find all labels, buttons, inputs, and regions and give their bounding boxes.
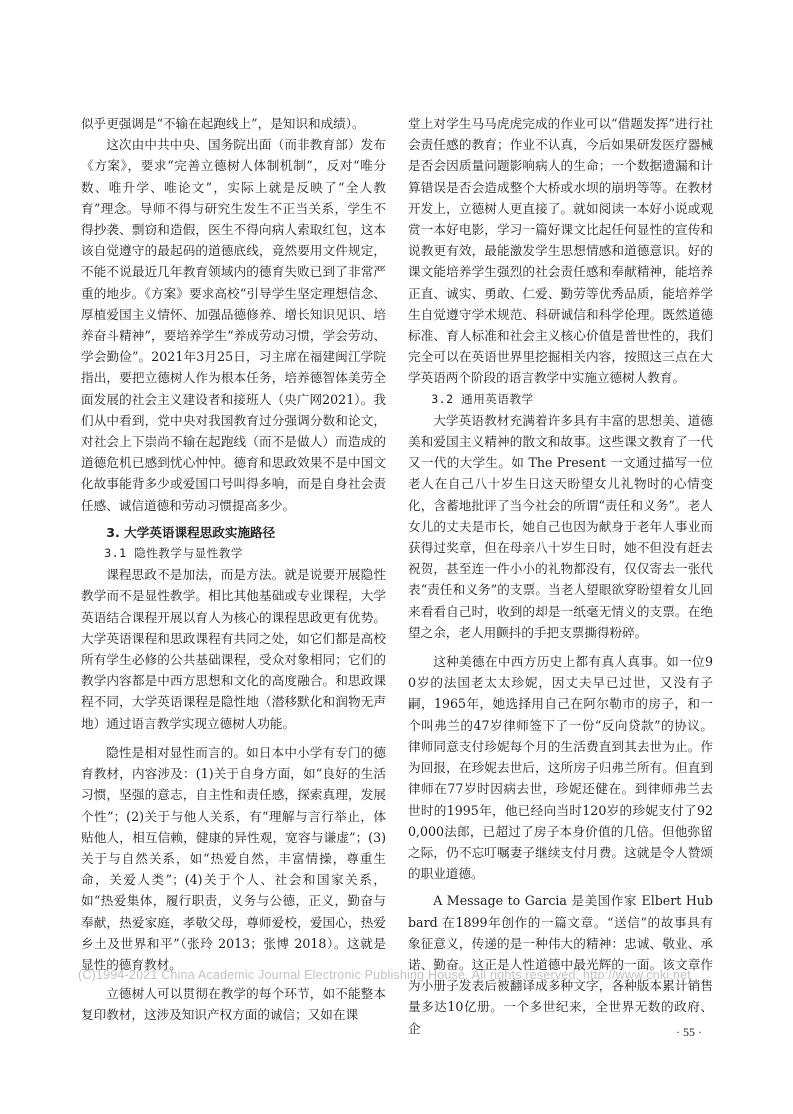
left-paragraph-1: 似乎更强调是“不输在起跑线上”，是知识和成绩）。 [81, 116, 365, 131]
page-number: · 55 · [676, 1025, 702, 1039]
right-paragraph-4: A Message to Garcia 是美国作家 Elbert Hubbard 在1899年创作的一篇文章。“送信”的故事具有象征意义，传递的是一种伟大的精神：忠诚、敬业、承诺、勤奋。这正是人性道德中最光辉的一面。该文章作为小册子发表后被翻译成多种文字，各种版本累计销售量多达10亿册。一个多世纪来，全世界无数的政府、企 [408, 893, 713, 1036]
section-3-2-heading: 3.2 通用英语教学 [431, 391, 534, 406]
spacer [81, 734, 386, 742]
copyright-watermark: (C)1994-2021 China Academic Journal Electronic Publishing House. All rights reserved. http://www.cnki.net [78, 968, 691, 982]
right-column [408, 113, 713, 1039]
left-paragraph-4: 隐性是相对显性而言的。如日本中小学有专门的德育教材，内容涉及：(1)关于自身方面，如“良好的生活习惯，坚强的意志，自主性和责任感，探索真理，发展个性”；(2)关于与他人关系，有“理解与言行举止，体贴他人，相互信赖，健康的异性观，宽容与谦虚”；(3)关于与自然关系，如“热爱自然，丰富情操，尊重生命，关爱人类”；(4)关于个人、社会和国家关系，如“热爱集体，履行职责，义务与公德，正义，勤奋与奉献，热爱家庭，孝敬父母，尊师爱校，爱国心，热爱乡土及世界和平”（张玲 2013；张博 2018）。这就是显性的德育教材。 [81, 744, 386, 972]
right-paragraph-1: 堂上对学生马马虎虎完成的作业可以“借题发挥”进行社会责任感的教育；作业不认真，今后如果研发医疗器械是否会因质量问题影响病人的生命；一个数据遗漏和计算错误是否会造成整个大桥或水坝的崩坍等等。在教材开发上，立德树人更直接了。就如阅读一本好小说或观赏一本好电影，学习一篇好课文比起任何显性的宣传和说教更有效，最能激发学生思想情感和道德意识。好的课文能培养学生强烈的社会责任感和奉献精神，能培养正直、诚实、勇敢、仁爱、勤劳等优秀品质，能培养学生自觉遵守学术规范、科研诚信和科学伦理。既然道德标准、育人标准和社会主义核心价值是普世性的，我们完全可以在英语世界里挖掘相关内容，按照这三点在大学英语两个阶段的语言教学中实施立德树人教育。 [408, 116, 713, 386]
left-paragraph-5: 立德树人可以贯彻在教学的每个环节，如不能整本复印教材，这涉及知识产权方面的诚信；又如在课 [81, 986, 386, 1023]
section-3-heading: 3. 大学英语课程思政实施路径 [106, 524, 276, 540]
right-paragraph-3: 这种美德在中西方历史上都有真人真事。如一位90岁的法国老太太珍妮，因丈夫早已过世，又没有子嗣，1965年，她选择用自己在阿尔勒市的房子，和一个叫弗兰的47岁律师签下了一份“反向贷款”的协议。律师同意支付珍妮每个月的生活费直到其去世为止。作为回报，在珍妮去世后，这所房子归弗兰所有。但直到律师在77岁时因病去世，珍妮还健在。到律师弗兰去世时的1995年，他已经向当时120岁的珍妮支付了920,000法郎，已超过了房子本身价值的几倍。但他弥留之际，仍不忘叮嘱妻子继续支付月费。这就是令人赞颂的职业道德。 [408, 654, 713, 882]
spacer [408, 643, 713, 651]
right-paragraph-2: 大学英语教材充满着许多具有丰富的思想美、道德美和爱国主义精神的散文和故事。这些课文教育了一代又一代的大学生。如 The Present 一文通过描写一位老人在自己八十岁生日这天盼望女儿礼物时的心情变化，含蓄地批评了当今社会的所谓“责任和义务”。老人女儿的丈夫是市长，她自己也因为献身于老年人事业而获得过奖章，但在母亲八十岁生日时，她不但没有赶去祝贺，甚至连一件小小的礼物都没有，仅仅寄去一张代表“责任和义务”的支票。当老人望眼欲穿盼望着女儿回来看看自己时，收到的却是一纸毫无情义的支票。在绝望之余，老人用颤抖的手把支票撕得粉碎。 [408, 412, 713, 640]
left-column [81, 113, 386, 1026]
section-3-1-heading: 3.1 隐性教学与显性教学 [104, 546, 243, 561]
left-paragraph-3: 课程思政不是加法，而是方法。就是说要开展隐性教学而不是显性教学。相比其他基础或专业课程，大学英语结合课程开展以育人为核心的课程思政更有优势。大学英语课程和思政课程有共同之处，如它们都是高校所有学生必修的公共基础课程，受众对象相同；它们的教学内容都是中西方思想和文化的高度融合。和思政课程不同，大学英语课程是隐性地（潜移默化和润物无声地）通过语言教学实现立德树人功能。 [81, 567, 386, 731]
left-paragraph-2: 这次由中共中央、国务院出面（而非教育部）发布《方案》，要求“完善立德树人体制机制”，反对“唯分数、唯升学、唯论文”，实际上就是反映了“全人教育”理念。导师不得与研究生发生不正当关系，学生不得抄袭、剽窃和造假，医生不得向病人索取红包，这本该自觉遵守的最起码的道德底线，竟然要用文件规定，不能不说最近几年教育领域内的德育失败已到了非常严重的地步。《方案》要求高校“引导学生坚定理想信念、厚植爱国主义情怀、加强品德修养、增长知识见识、培养奋斗精神”，要培养学生“养成劳动习惯，学会劳动、学会勤俭”。2021年3月25日，习主席在福建闽江学院指出，要把立德树人作为根本任务，培养德智体美劳全面发展的社会主义建设者和接班人（央广网2021）。我们从中看到，党中央对我国教育过分强调分数和论文，对社会上下崇尚不输在起跑线（而不是做人）而造成的道德危机已感到忧心忡忡。德育和思政效果不是中国文化故事能背多少或爱国口号叫得多响，而是自身社会责任感、诚信道德和劳动习惯提高多少。 [81, 137, 386, 513]
